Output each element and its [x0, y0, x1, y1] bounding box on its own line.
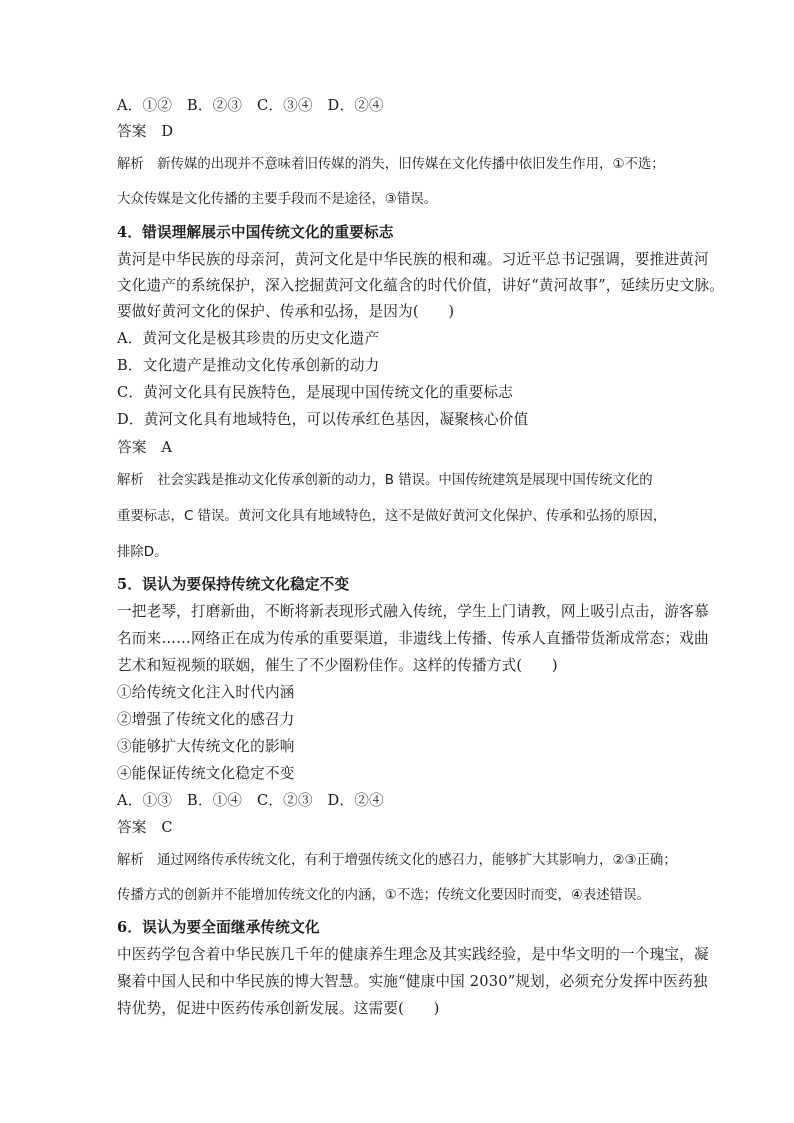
q6-stem-line-2: 聚着中国人民和中华民族的博大智慧。实施“健康中国 2030”规划，必须充分发挥中医药独	[117, 973, 708, 990]
q5-item-2: ②增强了传统文化的感召力	[117, 711, 295, 728]
q4-stem-line-3: 要做好黄河文化的保护、传承和弘扬，是因为( )	[117, 303, 455, 320]
q4-answer: 答案 A	[117, 439, 173, 456]
q3-options: A．①② B．②③ C．③④ D．②④	[117, 97, 384, 114]
q5-analysis-line-1: 解析 通过网络传承传统文化，有利于增强传统文化的感召力，能够扩大其影响力，②③正确；	[117, 853, 677, 868]
q5-stem-line-2: 名而来……网络正在成为传承的重要渠道，非遗线上传播、传承人直播带货渐成常态；戏曲	[117, 630, 709, 647]
q5-item-4: ④能保证传统文化稳定不变	[117, 765, 295, 782]
q3-analysis-line-2: 大众传媒是文化传播的主要手段而不是途径，③错误。	[117, 192, 437, 207]
q4-option-c: C．黄河文化具有民族特色，是展现中国传统文化的重要标志	[117, 384, 514, 401]
q4-heading: 4．错误理解展示中国传统文化的重要标志	[117, 224, 394, 241]
q3-analysis-line-1: 解析 新传媒的出现并不意味着旧传媒的消失，旧传媒在文化传播中依旧发生作用，①不选；	[117, 157, 665, 172]
q4-stem-line-2: 文化遗产的系统保护，深入挖掘黄河文化蕴含的时代价值，讲好“黄河故事”，延续历史文脉。	[117, 277, 725, 294]
q5-stem-line-3: 艺术和短视频的联姻，催生了不少圈粉佳作。这样的传播方式( )	[117, 657, 558, 674]
q5-stem-line-1: 一把老琴，打磨新曲，不断将新表现形式融入传统，学生上门请教，网上吸引点击，游客慕	[117, 603, 709, 620]
q5-item-1: ①给传统文化注入时代内涵	[117, 684, 295, 701]
q3-answer: 答案 D	[117, 123, 174, 140]
q4-analysis-line-3: 排除D。	[117, 545, 168, 560]
q4-analysis-line-2: 重要标志，C 错误。黄河文化具有地域特色，这不是做好黄河文化保护、传承和弘扬的原因，	[117, 509, 667, 524]
q5-options: A．①③ B．①④ C．②③ D．②④	[117, 792, 384, 809]
q4-stem-line-1: 黄河是中华民族的母亲河，黄河文化是中华民族的根和魂。习近平总书记强调，要推进黄河	[117, 251, 709, 268]
q4-analysis-line-1: 解析 社会实践是推动文化传承创新的动力，B 错误。中国传统建筑是展现中国传统文化的	[117, 473, 653, 488]
q5-item-3: ③能够扩大传统文化的影响	[117, 738, 295, 755]
q6-stem-line-3: 特优势，促进中医药传承创新发展。这需要( )	[117, 1000, 440, 1017]
q5-analysis-line-2: 传播方式的创新并不能增加传统文化的内涵，①不选；传统文化要因时而变，④表述错误。	[117, 888, 650, 903]
q5-heading: 5．误认为要保持传统文化稳定不变	[117, 576, 350, 593]
q6-heading: 6．误认为要全面继承传统文化	[117, 919, 320, 936]
q6-stem-line-1: 中医药学包含着中华民族几千年的健康养生理念及其实践经验，是中华文明的一个瑰宝，凝	[117, 946, 709, 963]
q5-answer: 答案 C	[117, 819, 173, 836]
q4-option-a: A．黄河文化是极其珍贵的历史文化遗产	[117, 330, 380, 347]
q4-option-d: D．黄河文化具有地域特色，可以传承红色基因，凝聚核心价值	[117, 411, 529, 428]
q4-option-b: B．文化遗产是推动文化传承创新的动力	[117, 357, 380, 374]
